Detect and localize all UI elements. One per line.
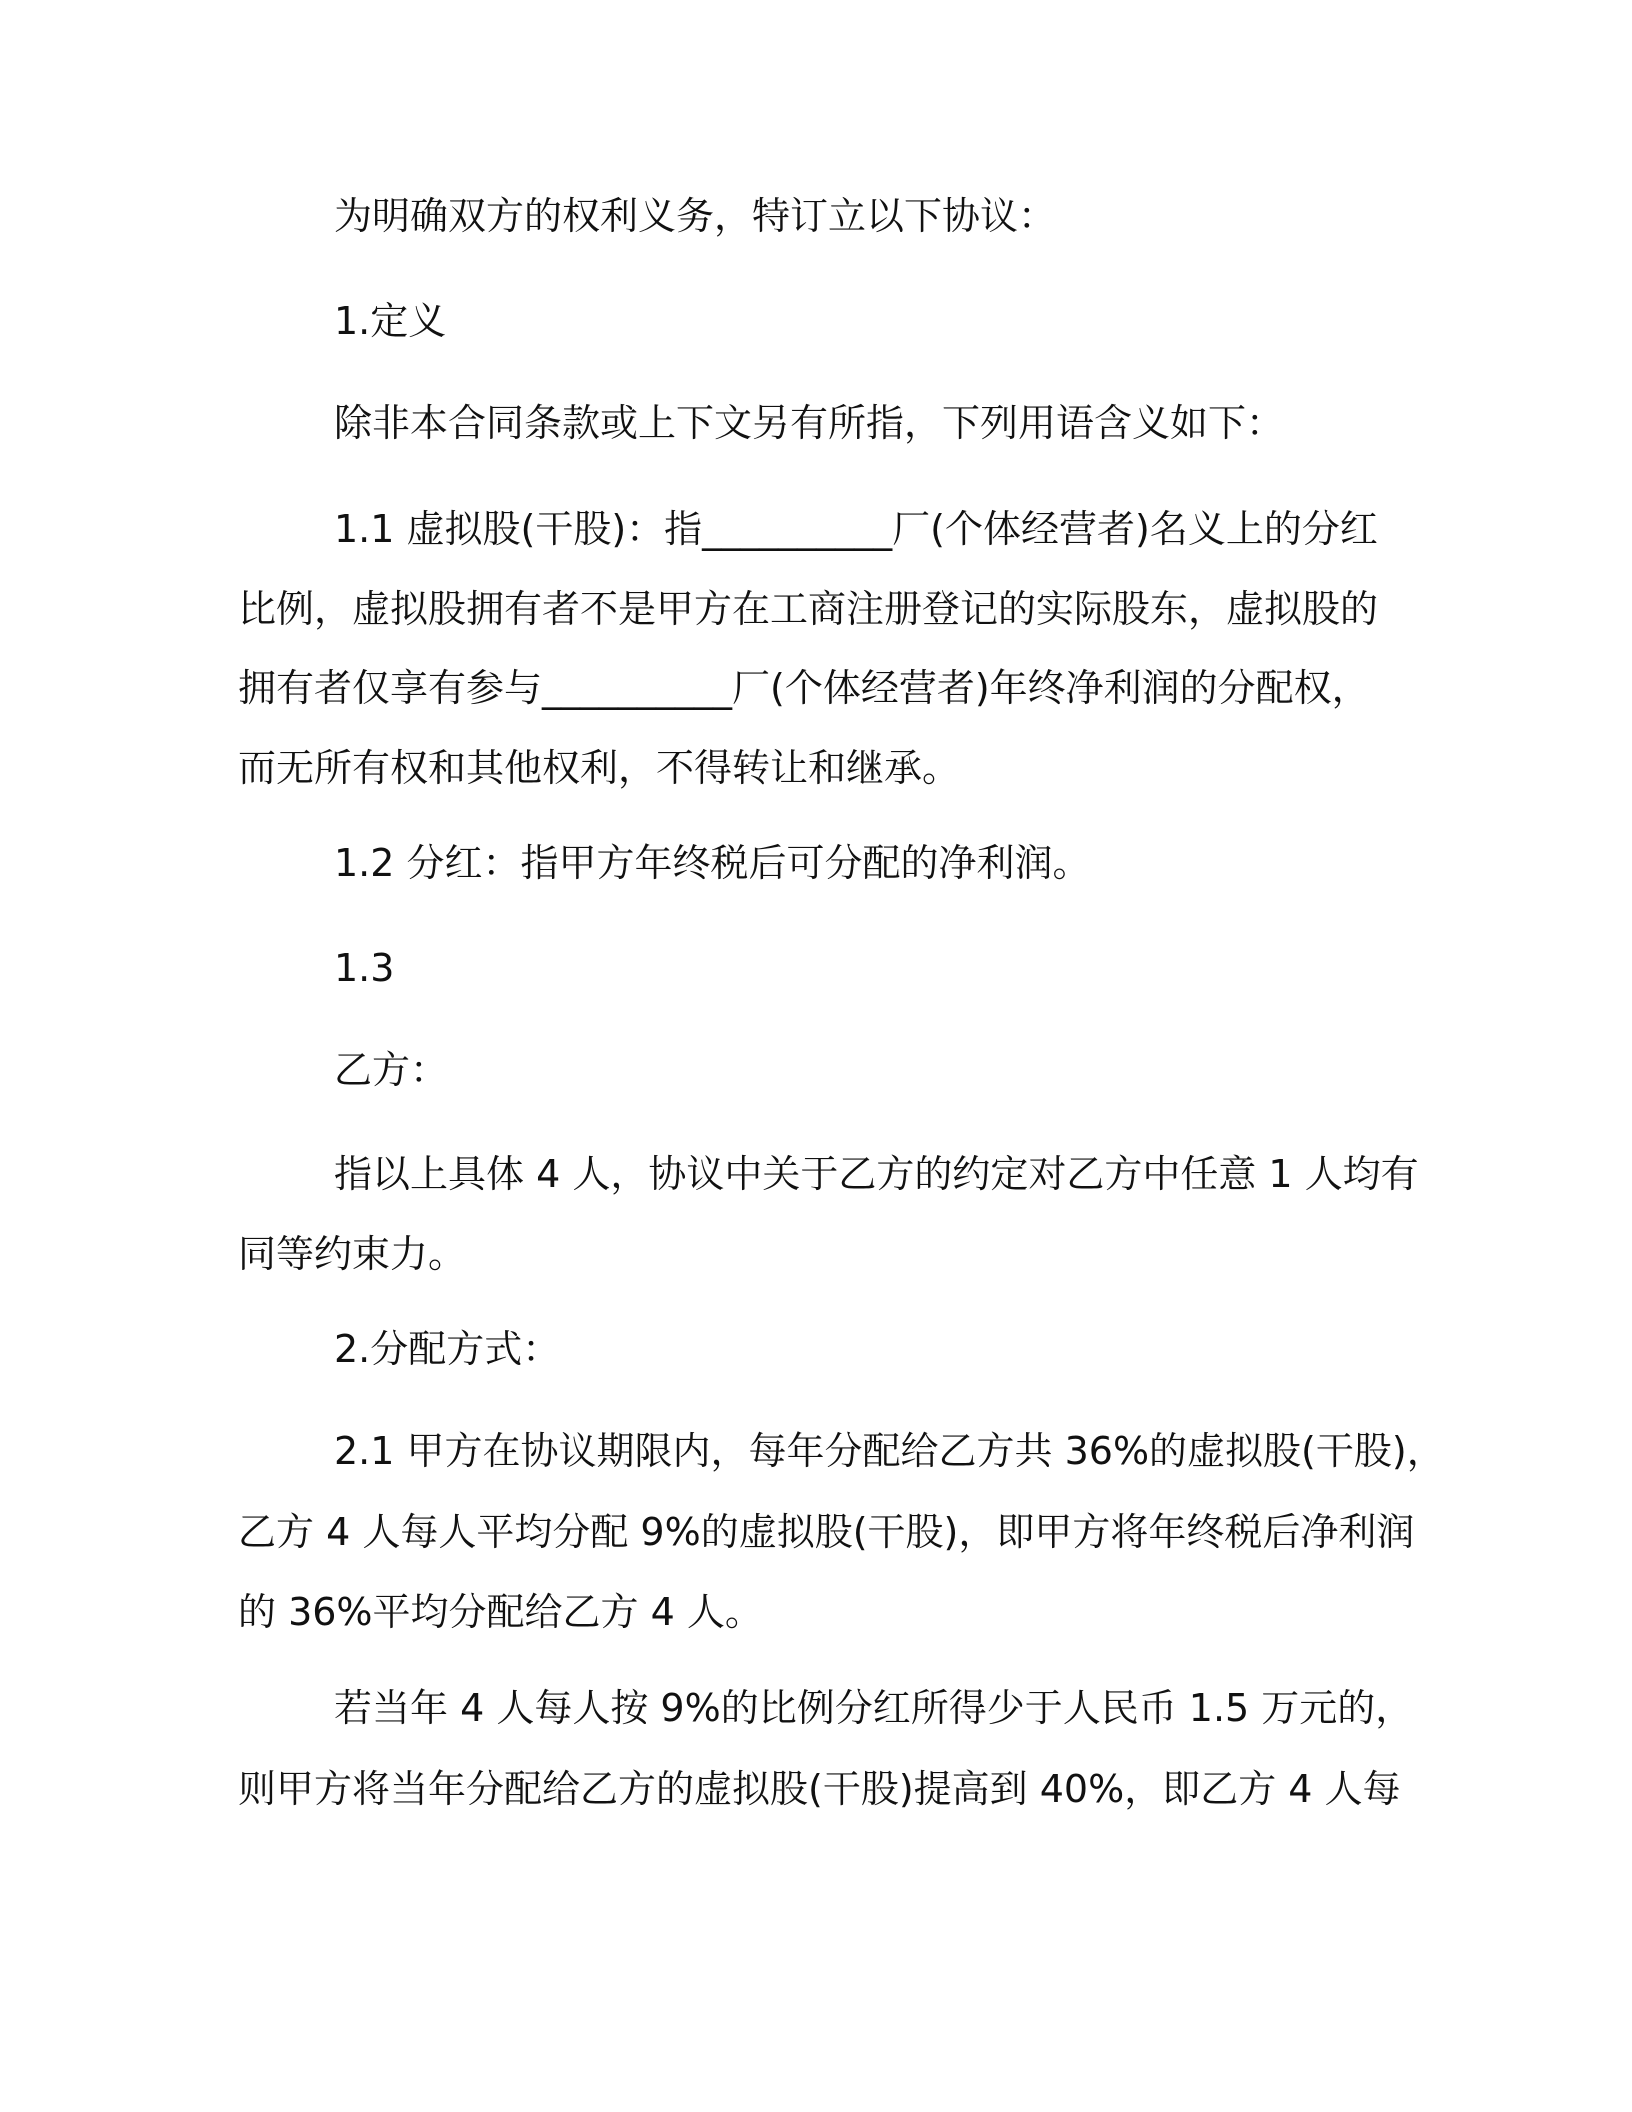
section-1-heading: 1.定义 xyxy=(334,299,447,343)
clause-2-1-line-2: 乙方 4 人每人平均分配 9%的虚拟股(干股)，即甲方将年终税后净利润 xyxy=(238,1510,1415,1554)
party-b-definition-line-1: 指以上具体 4 人，协议中关于乙方的约定对乙方中任意 1 人均有 xyxy=(334,1152,1419,1196)
clause-1-1-line-1: 1.1 虚拟股(干股)：指__________厂(个体经营者)名义上的分红 xyxy=(334,507,1378,551)
intro-paragraph: 为明确双方的权利义务，特订立以下协议： xyxy=(334,194,1057,238)
clause-1-1-line-4: 而无所有权和其他权利，不得转让和继承。 xyxy=(238,746,961,790)
clause-2-1-line-1: 2.1 甲方在协议期限内，每年分配给乙方共 36%的虚拟股(干股)， xyxy=(334,1429,1445,1473)
definitions-intro: 除非本合同条款或上下文另有所指，下列用语含义如下： xyxy=(334,401,1285,445)
clause-1-3-number: 1.3 xyxy=(334,946,395,990)
section-2-heading: 2.分配方式： xyxy=(334,1327,561,1371)
bonus-paragraph-line-1: 若当年 4 人每人按 9%的比例分红所得少于人民币 1.5 万元的， xyxy=(334,1686,1414,1730)
party-b-definition-line-2: 同等约束力。 xyxy=(238,1232,467,1276)
bonus-paragraph-line-2: 则甲方将当年分配给乙方的虚拟股(干股)提高到 40%，即乙方 4 人每 xyxy=(238,1767,1401,1811)
party-b-label: 乙方： xyxy=(334,1048,449,1092)
clause-1-1-line-3: 拥有者仅享有参与__________厂(个体经营者)年终净利润的分配权， xyxy=(238,666,1370,710)
clause-2-1-line-3: 的 36%平均分配给乙方 4 人。 xyxy=(238,1590,763,1634)
clause-1-1-line-2: 比例，虚拟股拥有者不是甲方在工商注册登记的实际股东，虚拟股的 xyxy=(238,587,1379,631)
clause-1-2: 1.2 分红：指甲方年终税后可分配的净利润。 xyxy=(334,841,1091,885)
